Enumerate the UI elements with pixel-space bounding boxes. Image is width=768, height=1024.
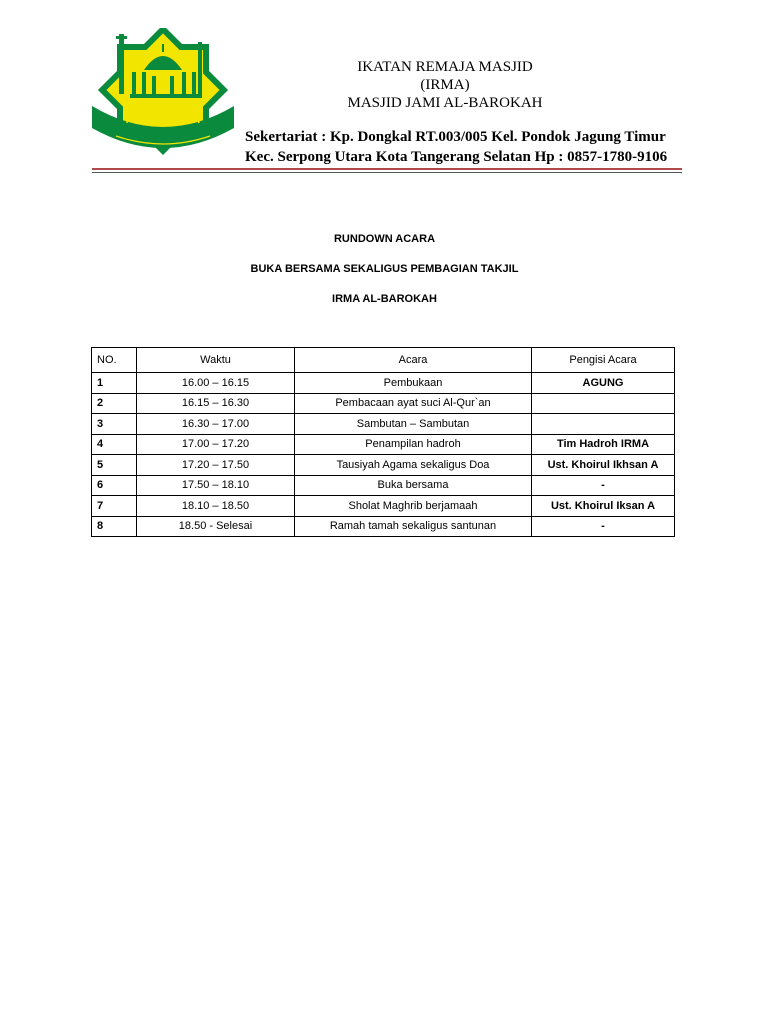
table-row	[92, 516, 675, 537]
cell-acara: Ramah tamah sekaligus santunan	[295, 516, 532, 537]
address-line-1: Sekertariat : Kp. Dongkal RT.003/005 Kel. Pondok Jagung Timur	[245, 129, 666, 145]
cell-waktu: 18.50 - Selesai	[137, 516, 295, 537]
cell-pengisi	[532, 393, 675, 414]
cell-waktu: 17.00 – 17.20	[137, 434, 295, 455]
title-rundown: RUNDOWN ACARA	[333, 233, 436, 245]
org-name: IKATAN REMAJA MASJID	[357, 59, 533, 75]
cell-no: 1	[92, 373, 137, 394]
table-row	[92, 373, 675, 394]
cell-waktu: 16.15 – 16.30	[137, 393, 295, 414]
rundown-table	[91, 347, 675, 537]
cell-acara: Pembukaan	[295, 373, 532, 394]
cell-no: 7	[92, 496, 137, 517]
header-acara: Acara	[295, 348, 532, 373]
mosque-name: MASJID JAMI AL-BAROKAH	[347, 95, 543, 111]
irma-al-barokah-logo	[86, 28, 240, 158]
cell-pengisi: AGUNG	[532, 373, 675, 394]
header-divider	[92, 168, 682, 170]
cell-acara: Tausiyah Agama sekaligus Doa	[295, 455, 532, 476]
cell-pengisi: -	[532, 516, 675, 537]
title-event: BUKA BERSAMA SEKALIGUS PEMBAGIAN TAKJIL	[250, 263, 519, 275]
cell-acara: Buka bersama	[295, 475, 532, 496]
table-row	[92, 475, 675, 496]
cell-waktu: 18.10 – 18.50	[137, 496, 295, 517]
cell-waktu: 16.30 – 17.00	[137, 414, 295, 435]
organization-header	[240, 58, 650, 112]
header-divider-thin	[92, 172, 682, 173]
cell-pengisi: Ust. Khoirul Iksan A	[532, 496, 675, 517]
table-row	[92, 393, 675, 414]
address-line-2: Kec. Serpong Utara Kota Tangerang Selatan Hp : 0857-1780-9106	[245, 149, 668, 165]
org-abbrev: (IRMA)	[420, 77, 470, 93]
cell-pengisi: -	[532, 475, 675, 496]
secretariat-address	[245, 127, 685, 167]
cell-no: 2	[92, 393, 137, 414]
table-header-row	[92, 348, 675, 373]
cell-no: 8	[92, 516, 137, 537]
cell-pengisi	[532, 414, 675, 435]
table-row	[92, 414, 675, 435]
cell-no: 3	[92, 414, 137, 435]
cell-waktu: 17.50 – 18.10	[137, 475, 295, 496]
table-row	[92, 434, 675, 455]
cell-acara: Sambutan – Sambutan	[295, 414, 532, 435]
table-row	[92, 496, 675, 517]
table-row	[92, 455, 675, 476]
svg-text:AL-BAROKAH: AL-BAROKAH	[125, 114, 201, 126]
cell-acara: Pembacaan ayat suci Al-Qur`an	[295, 393, 532, 414]
cell-waktu: 17.20 – 17.50	[137, 455, 295, 476]
cell-acara: Sholat Maghrib berjamaah	[295, 496, 532, 517]
cell-acara: Penampilan hadroh	[295, 434, 532, 455]
header-pengisi: Pengisi Acara	[532, 348, 675, 373]
header-no: NO.	[92, 348, 137, 373]
cell-pengisi: Tim Hadroh IRMA	[532, 434, 675, 455]
document-titles	[92, 231, 677, 321]
cell-no: 5	[92, 455, 137, 476]
header-waktu: Waktu	[137, 348, 295, 373]
title-organizer: IRMA AL-BAROKAH	[332, 293, 437, 305]
cell-pengisi: Ust. Khoirul Ikhsan A	[532, 455, 675, 476]
cell-waktu: 16.00 – 16.15	[137, 373, 295, 394]
cell-no: 6	[92, 475, 137, 496]
cell-no: 4	[92, 434, 137, 455]
